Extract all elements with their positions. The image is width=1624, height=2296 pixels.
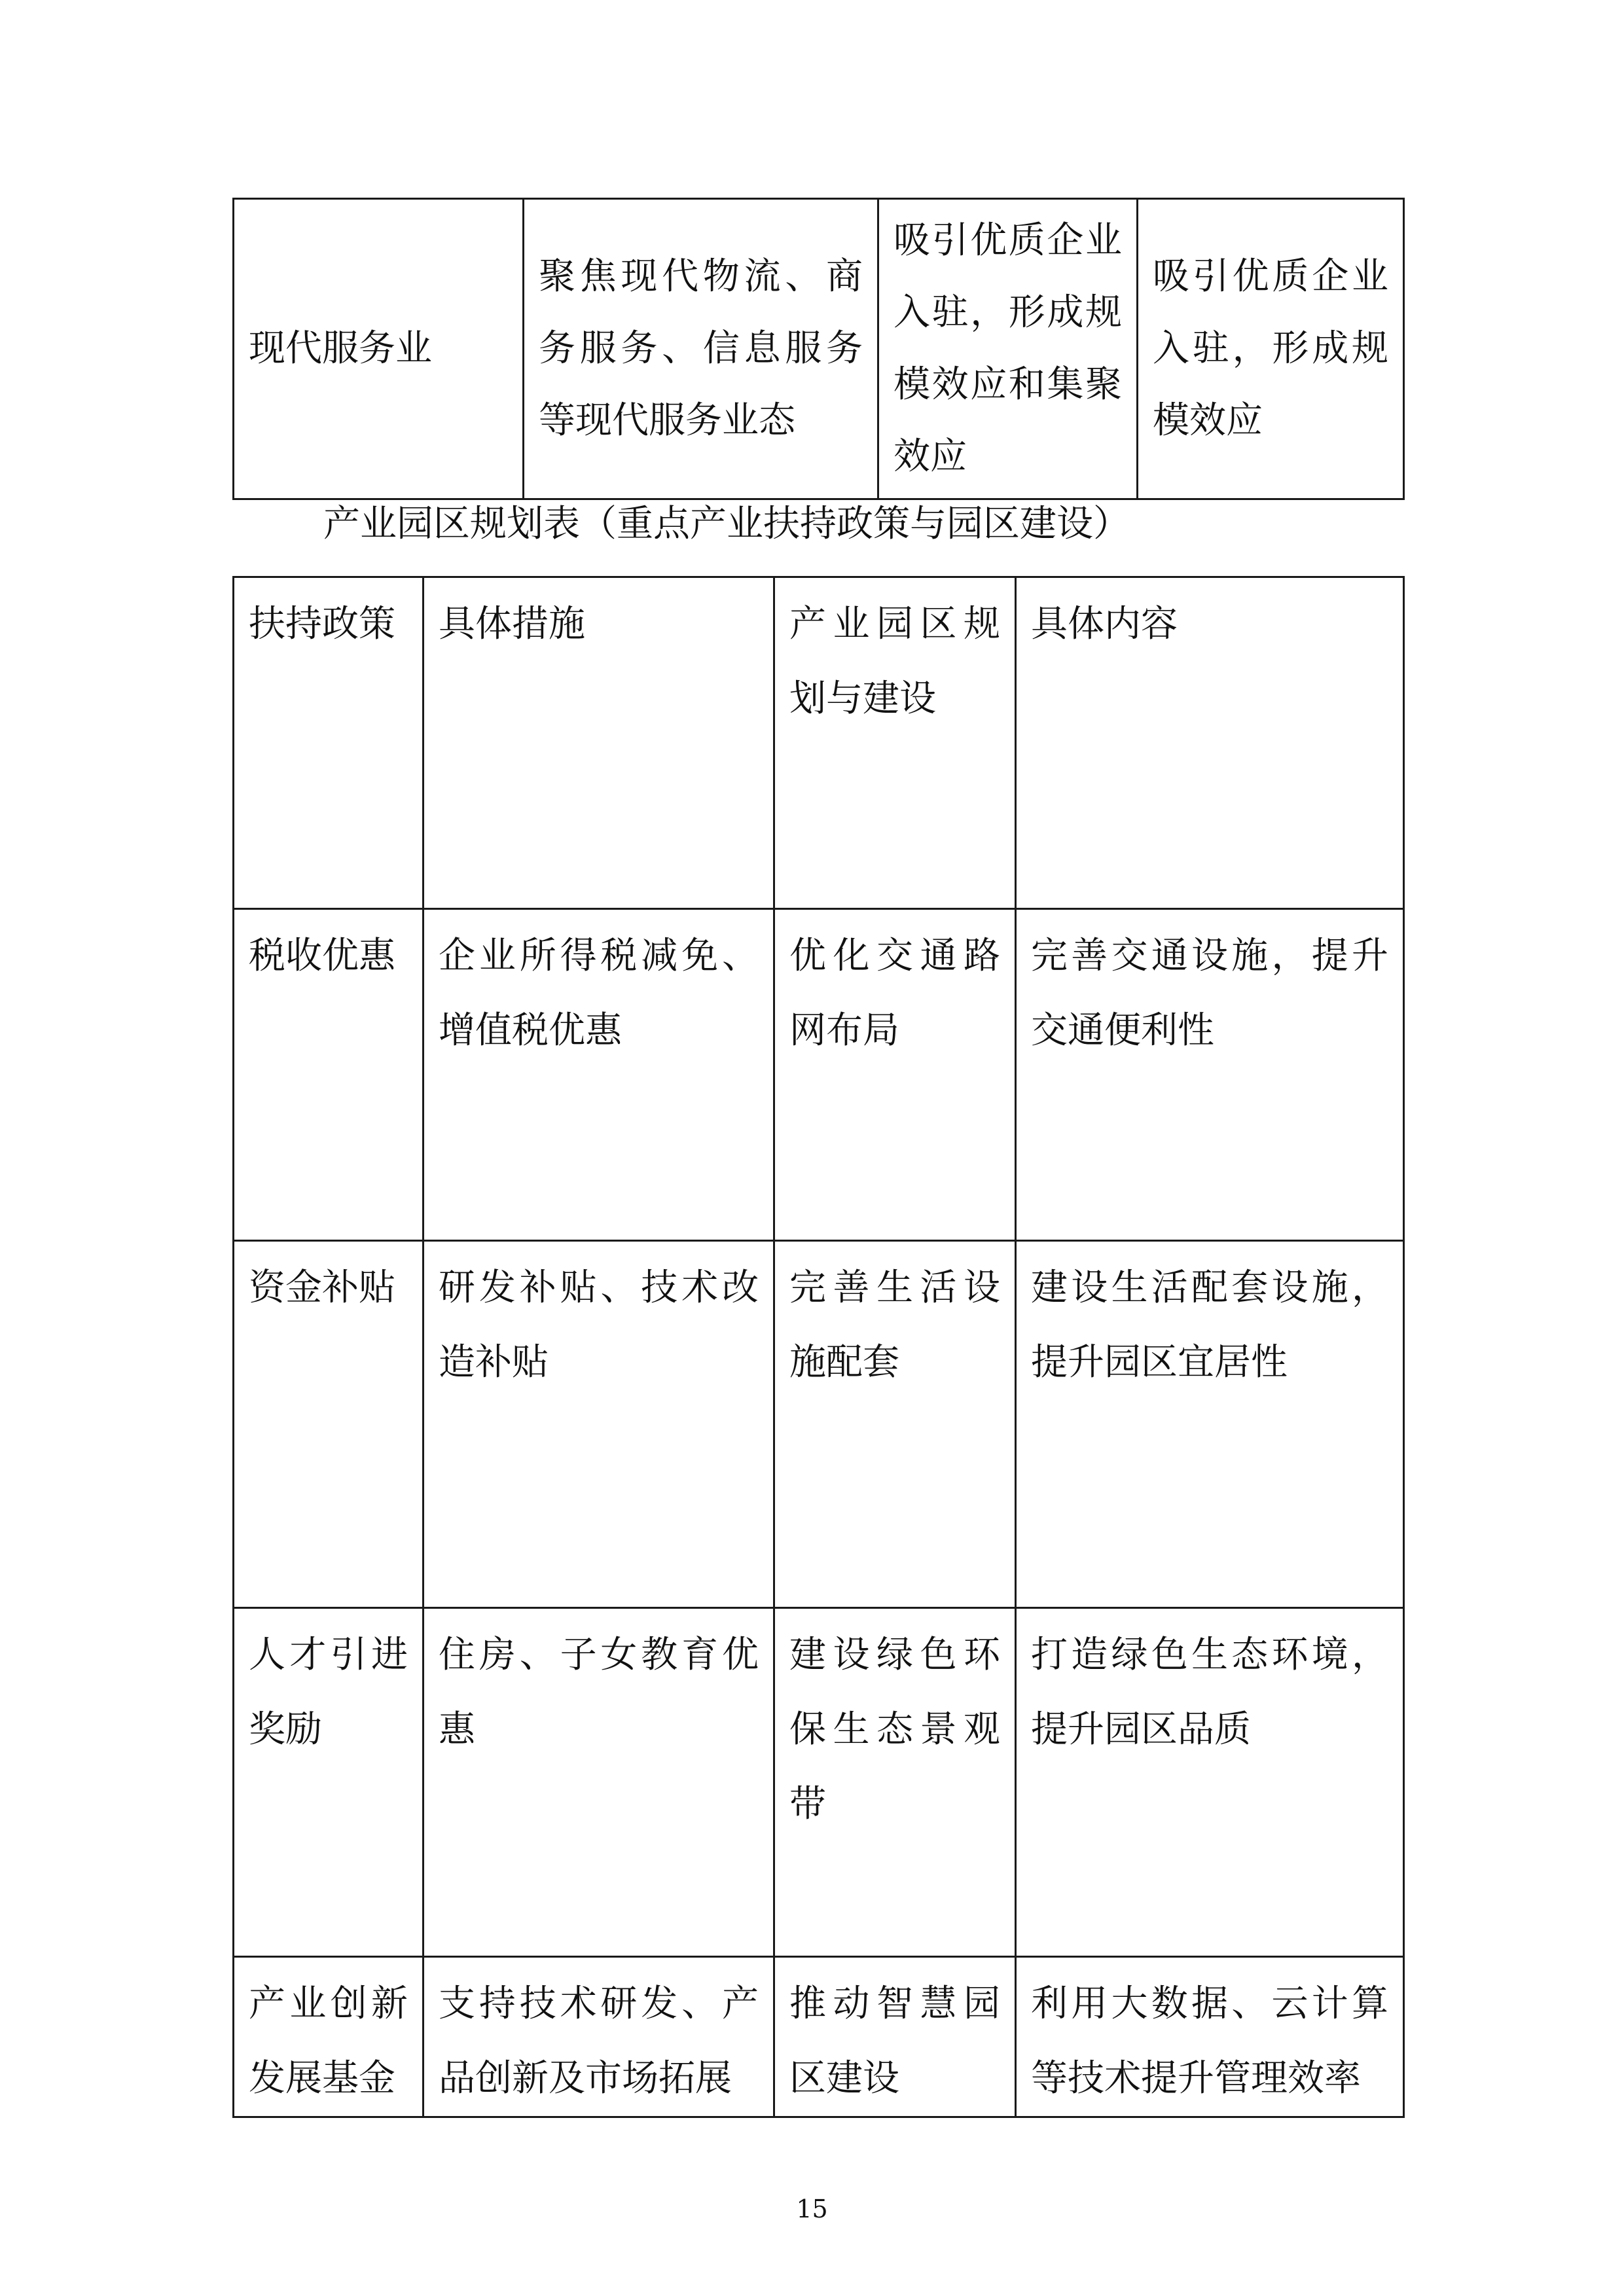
cell-text: 完善交通设施，提升交通便利性: [1031, 935, 1388, 1052]
table-cell: [424, 1608, 774, 1957]
cell-text: 产业园区规划与建设: [789, 603, 1000, 720]
table-header-row: [234, 577, 1404, 909]
table-row: [234, 199, 1404, 499]
table-cell: [234, 1608, 424, 1957]
cell-text: 人才引进奖励: [249, 1634, 408, 1751]
table-row: [234, 1241, 1404, 1608]
table-cell: [1016, 1241, 1404, 1608]
table-cell: [424, 1957, 774, 2117]
table-row: [234, 909, 1404, 1241]
table-cell: [774, 909, 1016, 1241]
cell-text: 产业创新发展基金: [249, 1982, 408, 2100]
table-cell: [234, 1241, 424, 1608]
cell-text: 研发补贴、技术改造补贴: [439, 1266, 759, 1384]
cell-text: 优化交通路网布局: [789, 935, 1000, 1052]
cell-text: 推动智慧园区建设: [789, 1982, 1000, 2100]
cell-text: 建设绿色环保生态景观带: [789, 1634, 1000, 1825]
table-cell: [1016, 1957, 1404, 2117]
continued-table: [232, 198, 1405, 500]
table-cell: [1016, 1608, 1404, 1957]
cell-text: 具体措施: [439, 603, 585, 645]
table-row: [234, 1608, 1404, 1957]
table-cell: [234, 1957, 424, 2117]
cell-text: 打造绿色生态环境，提升园区品质: [1031, 1634, 1388, 1751]
table-header-cell: [774, 577, 1016, 909]
cell-text: 扶持政策: [249, 603, 395, 645]
table-caption: 产业园区规划表（重点产业扶持政策与园区建设）: [323, 503, 1130, 545]
cell-text: 住房、子女教育优惠: [439, 1634, 759, 1751]
table-cell: [524, 199, 878, 499]
cell-text: 聚焦现代物流、商务服务、信息服务等现代服务业态: [539, 255, 863, 442]
table-header-cell: [1016, 577, 1404, 909]
cell-text: 完善生活设施配套: [789, 1266, 1000, 1384]
table-cell: [1138, 199, 1404, 499]
table-cell: [234, 199, 524, 499]
table-header-cell: [424, 577, 774, 909]
cell-text: 现代服务业: [249, 327, 432, 370]
table-cell: [774, 1957, 1016, 2117]
table-cell: [424, 909, 774, 1241]
cell-text: 吸引优质企业入驻，形成规模效应和集聚效应: [893, 219, 1122, 478]
cell-text: 支持技术研发、产品创新及市场拓展: [439, 1982, 759, 2100]
cell-text: 建设生活配套设施，提升园区宜居性: [1031, 1266, 1388, 1384]
cell-text: 企业所得税减免、增值税优惠: [439, 935, 759, 1052]
table-cell: [1016, 909, 1404, 1241]
table-cell: [774, 1608, 1016, 1957]
table-header-cell: [234, 577, 424, 909]
cell-text: 利用大数据、云计算等技术提升管理效率: [1031, 1982, 1388, 2100]
industrial-park-plan-table: [232, 576, 1405, 2118]
table-cell: [878, 199, 1138, 499]
page-number: 15: [796, 2195, 828, 2223]
cell-text: 具体内容: [1031, 603, 1178, 645]
cell-text: 吸引优质企业入驻，形成规模效应: [1153, 255, 1388, 442]
table-cell: [234, 909, 424, 1241]
table-cell: [424, 1241, 774, 1608]
table-row: [234, 1957, 1404, 2117]
cell-text: 税收优惠: [249, 935, 395, 977]
cell-text: 资金补贴: [249, 1266, 395, 1309]
table-cell: [774, 1241, 1016, 1608]
